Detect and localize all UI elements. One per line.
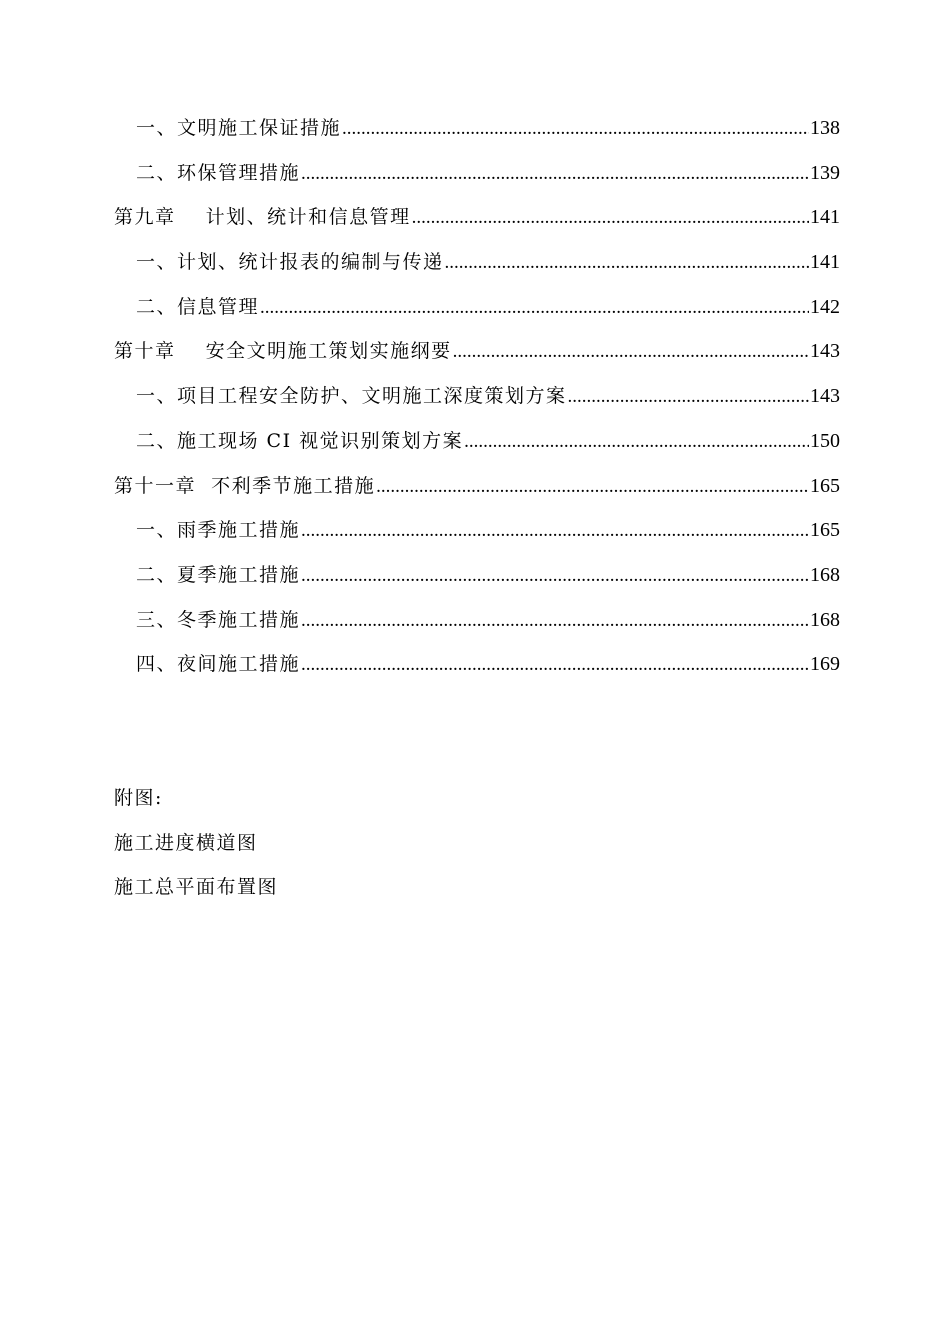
toc-entry-title: 二、信息管理	[136, 295, 260, 318]
toc-entry-page: 165	[810, 474, 840, 497]
toc-entry-page: 141	[810, 251, 840, 274]
toc-dot-leader	[342, 111, 809, 147]
toc-entry-page: 139	[810, 161, 840, 184]
appendix-heading: 附图:	[114, 787, 163, 809]
toc-entry[interactable]	[114, 602, 840, 647]
toc-entry-title: 二、施工现场 CI 视觉识别策划方案	[136, 429, 464, 452]
toc-entry-page: 142	[810, 295, 840, 318]
toc-entry[interactable]	[114, 289, 840, 334]
toc-dot-leader	[301, 156, 809, 192]
toc-dot-leader	[445, 245, 809, 281]
toc-entry[interactable]	[114, 244, 840, 289]
toc-chapter-title: 第九章 计划、统计和信息管理	[114, 206, 411, 229]
toc-entry-page: 168	[810, 563, 840, 586]
toc-entry-page: 138	[810, 117, 840, 139]
toc-entry-page: 143	[810, 385, 840, 408]
toc-entry-title: 二、夏季施工措施	[136, 563, 301, 586]
toc-entry-title: 四、夜间施工措施	[136, 653, 301, 676]
toc-dot-leader	[301, 647, 809, 683]
toc-entry-page: 165	[810, 519, 840, 542]
toc-entry-page: 141	[810, 206, 840, 229]
toc-dot-leader	[464, 424, 809, 460]
toc-entry[interactable]	[114, 512, 840, 557]
toc-chapter-entry[interactable]	[114, 199, 840, 244]
toc-entry[interactable]	[114, 155, 840, 200]
appendix-item-site-plan: 施工总平面布置图	[114, 876, 279, 898]
toc-dot-leader	[376, 469, 809, 505]
toc-entry-title: 一、计划、统计报表的编制与传递	[136, 251, 444, 274]
toc-entry[interactable]	[114, 423, 840, 468]
toc-entry[interactable]	[114, 557, 840, 602]
toc-entry-page: 150	[810, 429, 840, 452]
toc-chapter-title: 第十一章 不利季节施工措施	[114, 474, 376, 497]
toc-dot-leader	[301, 513, 809, 549]
toc-chapter-title: 第十章 安全文明施工策划实施纲要	[114, 340, 452, 363]
toc-dot-leader	[260, 290, 809, 326]
toc-dot-leader	[412, 200, 809, 236]
toc-dot-leader	[301, 603, 809, 639]
toc-entry[interactable]	[114, 646, 840, 691]
table-of-contents	[114, 110, 840, 691]
toc-entry[interactable]	[114, 110, 840, 155]
toc-entry-title: 二、环保管理措施	[136, 161, 301, 184]
toc-entry-title: 一、文明施工保证措施	[136, 117, 342, 139]
toc-entry-title: 三、冬季施工措施	[136, 608, 301, 631]
toc-entry-page: 169	[810, 653, 840, 676]
toc-entry-title: 一、雨季施工措施	[136, 519, 301, 542]
toc-dot-leader	[453, 334, 809, 370]
toc-dot-leader	[301, 558, 809, 594]
toc-dot-leader	[568, 379, 809, 415]
toc-chapter-entry[interactable]	[114, 468, 840, 513]
toc-entry[interactable]	[114, 378, 840, 423]
toc-entry-title: 一、项目工程安全防护、文明施工深度策划方案	[136, 385, 567, 408]
toc-entry-page: 143	[810, 340, 840, 363]
toc-chapter-entry[interactable]	[114, 333, 840, 378]
appendix-section	[114, 780, 278, 914]
appendix-item-schedule-chart: 施工进度横道图	[114, 831, 258, 854]
toc-entry-page: 168	[810, 608, 840, 631]
